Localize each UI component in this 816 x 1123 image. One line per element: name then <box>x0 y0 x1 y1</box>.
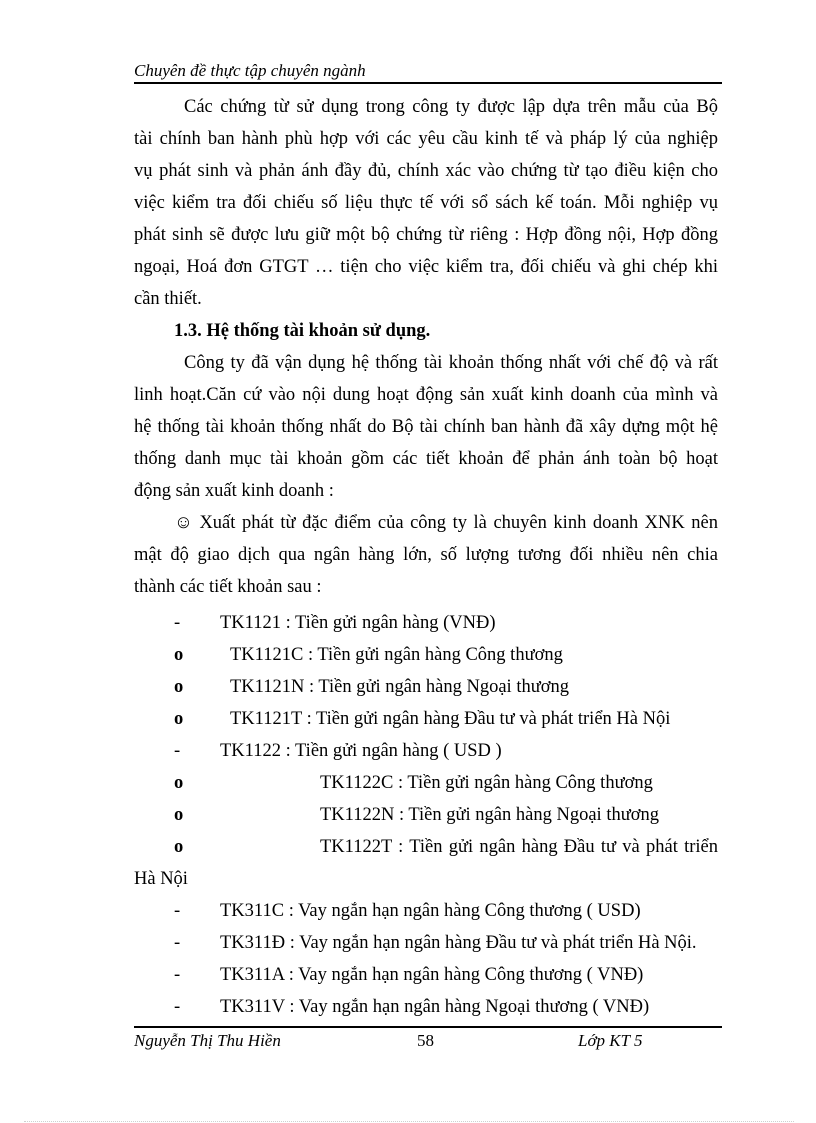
list-marker: o <box>174 773 184 793</box>
list-marker: o <box>174 645 184 665</box>
list-marker: - <box>174 613 181 633</box>
account-item: TK311Đ : Vay ngắn hạn ngân hàng Đầu tư và phát triển Hà Nội. <box>220 933 697 953</box>
list-marker: o <box>174 805 184 825</box>
account-item: TK1122C : Tiền gửi ngân hàng Công thương <box>320 773 653 793</box>
account-item: TK1121C : Tiền gửi ngân hàng Công thương <box>230 645 563 665</box>
account-item: TK1122T : Tiền gửi ngân hàng Đầu tư và phát triển <box>320 837 718 857</box>
para1-line: phát sinh sẽ được lưu giữ một bộ chứng từ riêng : Hợp đồng nội, Hợp đồng <box>134 225 718 245</box>
account-item: TK1121T : Tiền gửi ngân hàng Đầu tư và phát triển Hà Nội <box>230 709 671 729</box>
section-heading: 1.3. Hệ thống tài khoản sử dụng. <box>174 321 431 341</box>
page-number: 58 <box>417 1031 434 1050</box>
account-item-continuation: Hà Nội <box>134 869 188 889</box>
account-item: TK1121 : Tiền gửi ngân hàng (VNĐ) <box>220 613 496 633</box>
list-marker: o <box>174 837 184 857</box>
account-item: TK311A : Vay ngắn hạn ngân hàng Công thương ( VNĐ) <box>220 965 644 985</box>
account-item: TK311V : Vay ngắn hạn ngân hàng Ngoại thương ( VNĐ) <box>220 997 650 1017</box>
para1-line: tài chính ban hành phù hợp với các yêu cầu kinh tế và pháp lý của nghiệp <box>134 129 718 149</box>
para3-line: ☺ Xuất phát từ đặc điểm của công ty là chuyên kinh doanh XNK nên <box>174 513 718 533</box>
para2-line: động sản xuất kinh doanh : <box>134 481 334 501</box>
footer-class: Lớp KT 5 <box>578 1031 643 1050</box>
para2-line: Công ty đã vận dụng hệ thống tài khoản thống nhất với chế độ và rất <box>184 353 718 373</box>
list-marker: - <box>174 933 181 953</box>
para1-line: vụ phát sinh và phản ánh đầy đủ, chính xác vào chứng từ tạo điều kiện cho <box>134 161 718 181</box>
header-rule <box>134 82 722 84</box>
para3-line: thành các tiết khoản sau : <box>134 577 322 597</box>
list-marker: - <box>174 965 181 985</box>
list-marker: o <box>174 677 184 697</box>
para2-line: thống danh mục tài khoản gồm các tiết khoản để phản ánh toàn bộ hoạt <box>134 449 718 469</box>
page-edge-divider <box>24 1121 794 1122</box>
account-item: TK1122N : Tiền gửi ngân hàng Ngoại thương <box>320 805 660 825</box>
account-item: TK1121N : Tiền gửi ngân hàng Ngoại thương <box>230 677 570 697</box>
para1-line: việc kiểm tra đối chiếu số liệu thực tế với sổ sách kế toán. Mỗi nghiệp vụ <box>134 193 718 213</box>
para3-line: mật độ giao dịch qua ngân hàng lớn, số lượng tương đối nhiều nên chia <box>134 545 718 565</box>
list-marker: - <box>174 997 181 1017</box>
para1-line: Các chứng từ sử dụng trong công ty được lập dựa trên mẫu của Bộ <box>184 97 718 117</box>
para1-line: ngoại, Hoá đơn GTGT … tiện cho việc kiểm tra, đối chiếu và ghi chép khi <box>134 257 718 277</box>
list-marker: - <box>174 741 181 761</box>
account-item: TK311C : Vay ngắn hạn ngân hàng Công thương ( USD) <box>220 901 641 921</box>
para2-line: linh hoạt.Căn cứ vào nội dung hoạt động sản xuất kinh doanh của mình và <box>134 385 718 405</box>
running-header: Chuyên đề thực tập chuyên ngành <box>134 61 366 80</box>
list-marker: - <box>174 901 181 921</box>
footer-author: Nguyễn Thị Thu Hiền <box>134 1031 281 1050</box>
para2-line: hệ thống tài khoản thống nhất do Bộ tài chính ban hành đã xây dựng một hệ <box>134 417 718 437</box>
footer-rule <box>134 1026 722 1028</box>
list-marker: o <box>174 709 184 729</box>
account-item: TK1122 : Tiền gửi ngân hàng ( USD ) <box>220 741 502 761</box>
para1-line: cần thiết. <box>134 289 202 309</box>
